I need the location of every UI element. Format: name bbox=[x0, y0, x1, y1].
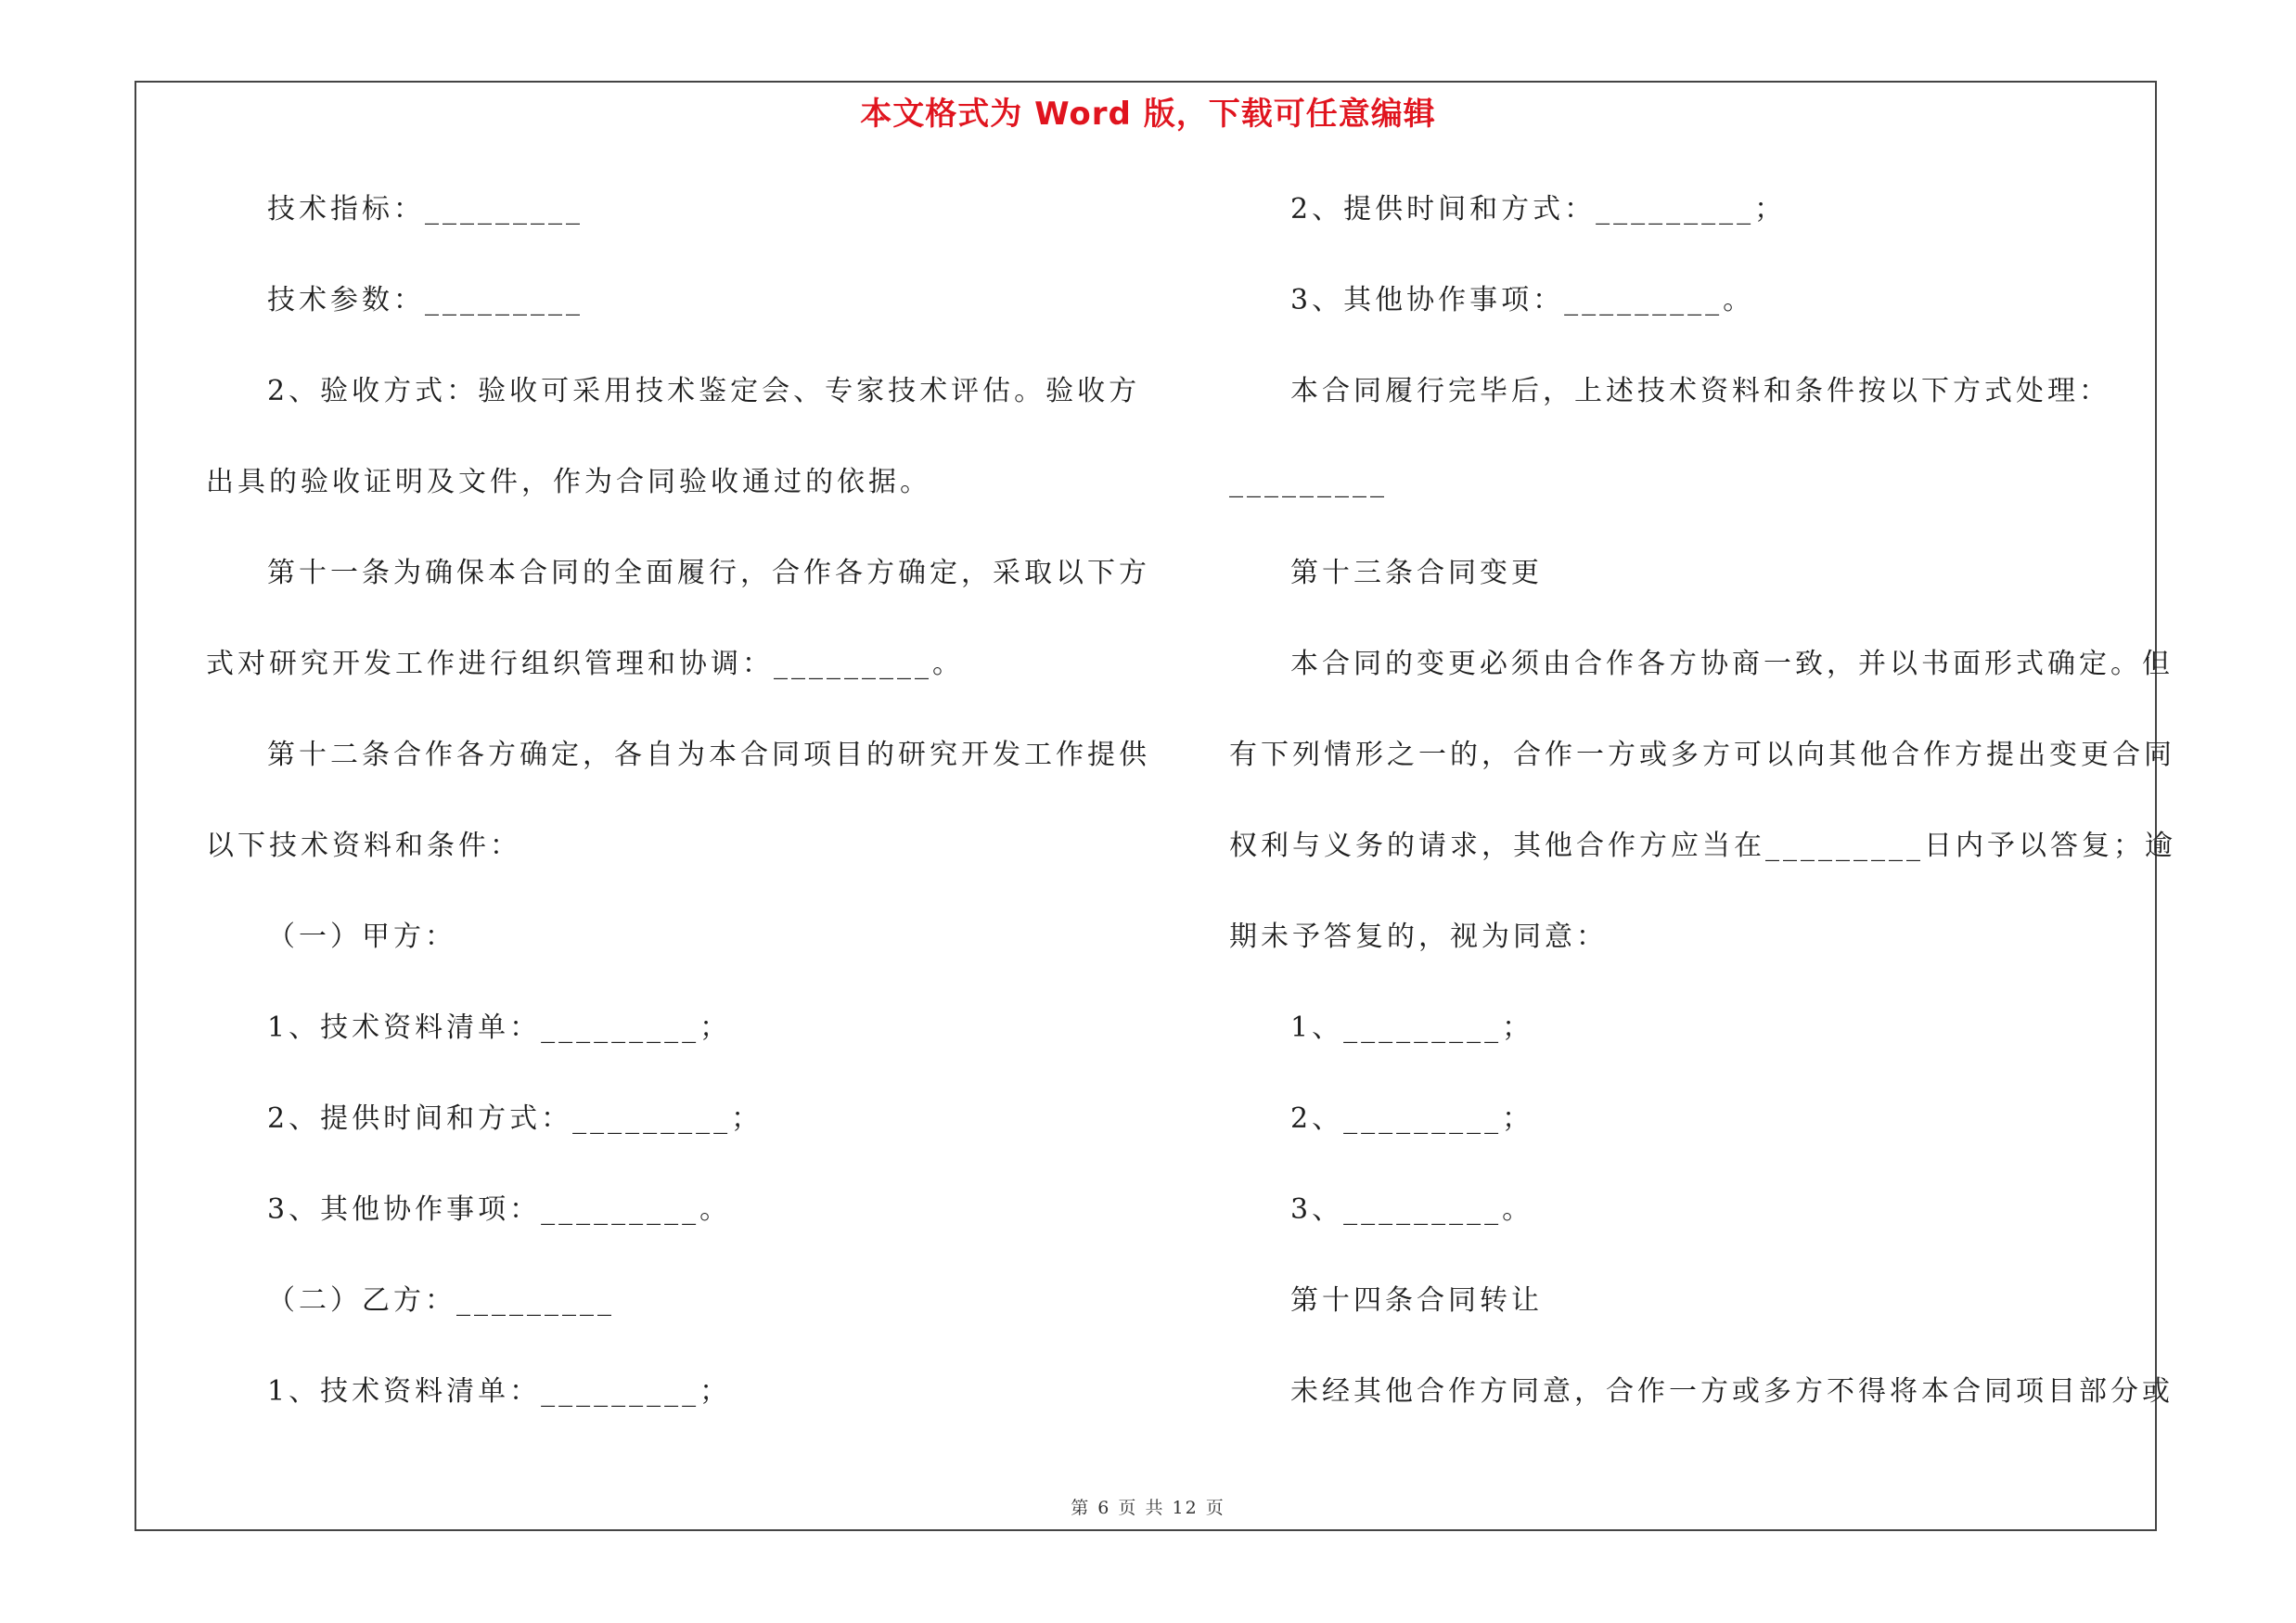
paragraph-line: 第十一条为确保本合同的全面履行，合作各方确定，采取以下方 bbox=[267, 557, 1150, 589]
paragraph-line: 出具的验收证明及文件，作为合同验收通过的依据。 bbox=[206, 466, 931, 498]
paragraph-line: 技术参数：_________ bbox=[267, 284, 584, 316]
paragraph-line: 第十二条合作各方确定，各自为本合同项目的研究开发工作提供 bbox=[267, 739, 1150, 771]
paragraph-line: 技术指标：_________ bbox=[267, 193, 584, 225]
paragraph-line: 有下列情形之一的，合作一方或多方可以向其他合作方提出变更合同 bbox=[1229, 739, 2175, 771]
paragraph-line: 3、其他协作事项：_________。 bbox=[1290, 284, 1755, 316]
paragraph-line: 权利与义务的请求，其他合作方应当在_________日内予以答复；逾 bbox=[1229, 830, 2176, 862]
paragraph-line: 本合同的变更必须由合作各方协商一致，并以书面形式确定。但 bbox=[1290, 648, 2174, 680]
paragraph-line: 1、_________； bbox=[1290, 1011, 1534, 1044]
paragraph-line: 本合同履行完毕后，上述技术资料和条件按以下方式处理： bbox=[1290, 375, 2110, 407]
paragraph-line: _________ bbox=[1229, 466, 1388, 498]
page-number: 第 6 页 共 12 页 bbox=[1071, 1498, 1225, 1518]
paragraph-line: 2、_________； bbox=[1290, 1102, 1534, 1135]
paragraph-line: 式对研究开发工作进行组织管理和协调：_________。 bbox=[206, 648, 964, 680]
paragraph-line: 期未予答复的，视为同意： bbox=[1229, 921, 1608, 953]
paragraph-line: 以下技术资料和条件： bbox=[206, 830, 521, 862]
paragraph-line: 第十三条合同变更 bbox=[1290, 557, 1543, 589]
paragraph-line: 未经其他合作方同意，合作一方或多方不得将本合同项目部分或 bbox=[1290, 1375, 2174, 1408]
paragraph-line: 3、_________。 bbox=[1290, 1193, 1534, 1226]
paragraph-line: 1、技术资料清单：_________； bbox=[267, 1375, 732, 1408]
paragraph-line: （一）甲方： bbox=[267, 921, 456, 953]
paragraph-line: 1、技术资料清单：_________； bbox=[267, 1011, 732, 1044]
paragraph-line: （二）乙方：_________ bbox=[267, 1284, 615, 1317]
paragraph-line: 2、验收方式：验收可采用技术鉴定会、专家技术评估。验收方 bbox=[267, 375, 1141, 407]
header-banner: 本文格式为 Word 版，下载可任意编辑 bbox=[860, 96, 1436, 133]
paragraph-line: 2、提供时间和方式：_________； bbox=[267, 1102, 763, 1135]
paragraph-line: 3、其他协作事项：_________。 bbox=[267, 1193, 732, 1226]
paragraph-line: 2、提供时间和方式：_________； bbox=[1290, 193, 1787, 225]
paragraph-line: 第十四条合同转让 bbox=[1290, 1284, 1543, 1317]
